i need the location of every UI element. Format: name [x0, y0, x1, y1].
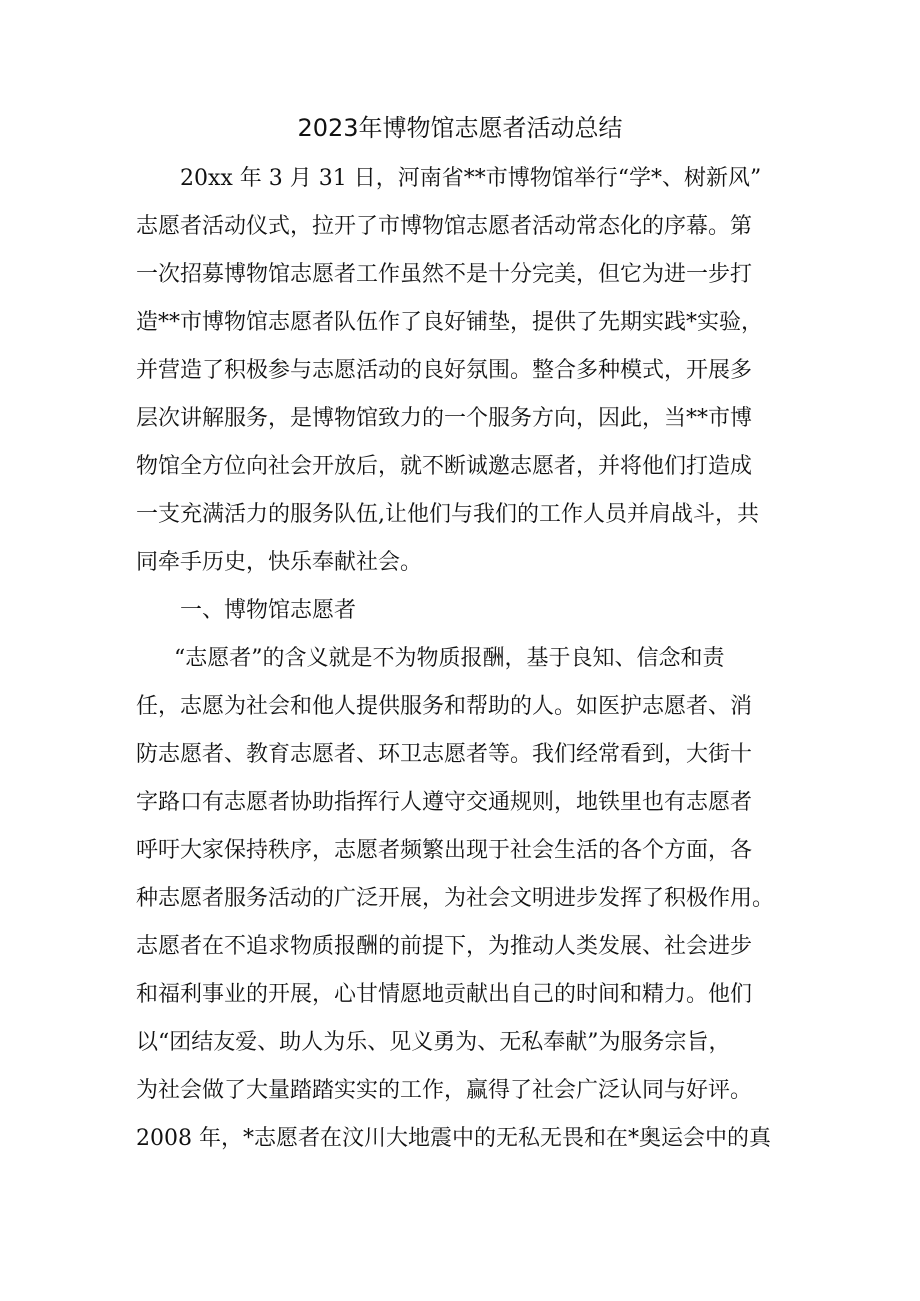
paragraph-line: 任，志愿为社会和他人提供服务和帮助的人。如医护志愿者、消	[136, 694, 753, 719]
paragraph-line: 物馆全方位向社会开放后，就不断诚邀志愿者，并将他们打造成	[136, 454, 753, 479]
paragraph-line: 为社会做了大量踏踏实实的工作，赢得了社会广泛认同与好评。	[136, 1078, 753, 1103]
paragraph-line: 20xx 年 3 月 31 日，河南省**市博物馆举行“学*、树新风”	[180, 166, 762, 191]
paragraph-line: 志愿者活动仪式，拉开了市博物馆志愿者活动常态化的序幕。第	[136, 214, 753, 239]
paragraph-line: 字路口有志愿者协助指挥行人遵守交通规则，地铁里也有志愿者	[136, 790, 753, 815]
paragraph-line: 防志愿者、教育志愿者、环卫志愿者等。我们经常看到，大街十	[136, 742, 753, 767]
paragraph-line: 并营造了积极参与志愿活动的良好氛围。整合多种模式，开展多	[136, 358, 753, 383]
document-title: 2023年博物馆志愿者活动总结	[297, 114, 623, 142]
section-heading: 一、博物馆志愿者	[180, 598, 357, 623]
paragraph-line: 以“团结友爱、助人为乐、见义勇为、无私奉献”为服务宗旨，	[136, 1030, 731, 1055]
paragraph-line: 同牵手历史，快乐奉献社会。	[136, 550, 423, 575]
paragraph-line: 造**市博物馆志愿者队伍作了良好铺垫，提供了先期实践*实验，	[136, 310, 764, 335]
paragraph-line: 志愿者在不追求物质报酬的前提下，为推动人类发展、社会进步	[136, 934, 753, 959]
paragraph-line: 2008 年，*志愿者在汶川大地震中的无私无畏和在*奥运会中的真	[136, 1126, 771, 1151]
paragraph-line: “志愿者”的含义就是不为物质报酬，基于良知、信念和责	[174, 646, 725, 671]
paragraph-line: 一支充满活力的服务队伍,让他们与我们的工作人员并肩战斗，共	[136, 502, 759, 527]
paragraph-line: 和福利事业的开展，心甘情愿地贡献出自己的时间和精力。他们	[136, 982, 753, 1007]
paragraph-line: 层次讲解服务，是博物馆致力的一个服务方向，因此，当**市博	[136, 406, 753, 431]
paragraph-line: 种志愿者服务活动的广泛开展，为社会文明进步发挥了积极作用。	[136, 886, 775, 911]
paragraph-line: 呼吁大家保持秩序，志愿者频繁出现于社会生活的各个方面，各	[136, 838, 753, 863]
paragraph-line: 一次招募博物馆志愿者工作虽然不是十分完美，但它为进一步打	[136, 262, 753, 287]
